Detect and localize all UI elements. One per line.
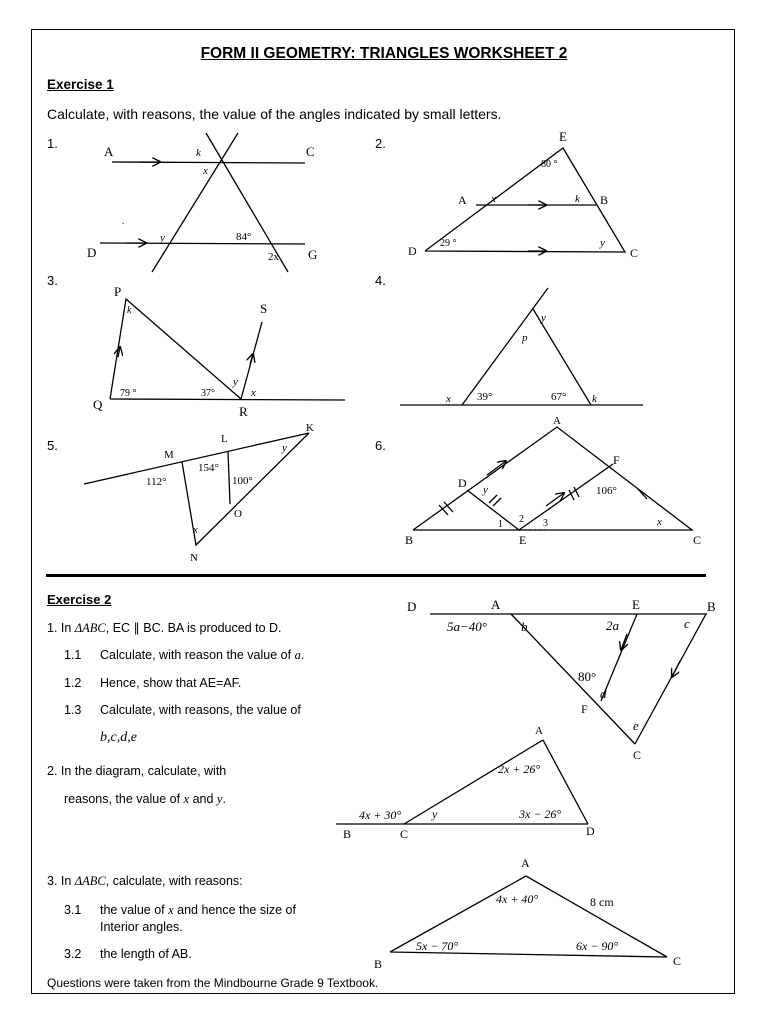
angle-106: 106° (596, 485, 617, 497)
angle-k: k (592, 393, 597, 405)
angle-x: x (491, 193, 496, 205)
label-B: B (374, 957, 383, 971)
diagram-2 (408, 129, 638, 260)
ex2-q1-3-text: Calculate, with reasons, the value of (100, 703, 301, 717)
label-E: E (519, 533, 527, 547)
angle-79: 79 ° (120, 388, 137, 399)
ex2-q1-1-text: Calculate, with reason the value of a. (100, 648, 305, 662)
page-title: FORM II GEOMETRY: TRIANGLES WORKSHEET 2 (200, 45, 568, 62)
side-8cm: 8 cm (590, 895, 614, 909)
label-G: G (308, 247, 318, 262)
angle-x: x (193, 524, 198, 536)
angle-x: x (251, 387, 256, 399)
angle-x: x (203, 165, 208, 177)
angle-2: 2 (519, 514, 524, 525)
angle-e: e (633, 718, 639, 733)
angle-3: 3 (543, 518, 548, 529)
question-number-2: 2. (375, 136, 386, 151)
angle-80: 80 ° (541, 159, 558, 170)
angle-6x-90: 6x − 90° (576, 939, 619, 953)
label-E: E (632, 597, 640, 612)
label-C: C (306, 144, 315, 159)
diagram-6 (405, 415, 701, 547)
label-K: K (306, 422, 314, 434)
label-R: R (239, 404, 248, 419)
angle-y: y (233, 376, 238, 388)
label-O: O (234, 508, 242, 520)
angle-k: k (127, 305, 132, 316)
question-number-1: 1. (47, 136, 58, 151)
label-D: D (586, 824, 595, 838)
label-D: D (408, 244, 417, 258)
label-L: L (221, 433, 228, 445)
label-B: B (600, 193, 609, 207)
ex2-diagram-1 (407, 597, 716, 762)
ex2-q2-line2: reasons, the value of x and y. (64, 792, 226, 806)
label-A: A (521, 856, 530, 870)
label-B: B (343, 827, 352, 841)
label-P: P (114, 284, 122, 299)
angle-154: 154° (198, 462, 219, 474)
question-number-3: 3. (47, 273, 58, 288)
angle-d: d (600, 686, 607, 701)
diagram-4 (400, 288, 643, 405)
angle-84: 84° (236, 231, 252, 243)
label-C: C (673, 954, 682, 968)
angle-k: k (575, 193, 580, 205)
ex2-q1-intro: 1. In ΔABC, EC ∥ BC. BA is produced to D. (47, 621, 282, 635)
angle-39: 39° (477, 391, 493, 403)
angle-c: c (684, 616, 690, 631)
section-divider (46, 574, 706, 577)
label-A: A (491, 597, 501, 612)
question-number-6: 6. (375, 438, 386, 453)
ex2-diagram-3 (374, 856, 681, 971)
label-S: S (260, 301, 268, 316)
label-C: C (693, 533, 702, 547)
label-A: A (458, 193, 467, 207)
label-A: A (553, 415, 561, 427)
angle-x: x (446, 393, 451, 405)
ex2-q3-1-text: the value of x and hence the size of (100, 903, 296, 917)
source-footer: Questions were taken from the Mindbourne Grade 9 Textbook. (47, 976, 379, 990)
angle-2x: 2x (268, 251, 279, 263)
angle-37: 37° (201, 388, 215, 399)
angle-y: y (160, 232, 165, 244)
ex2-q3-2-number: 3.2 (64, 947, 82, 961)
exercise1-instruction: Calculate, with reasons, the value of the angles indicated by small letters. (47, 106, 502, 122)
angle-2a: 2a (606, 618, 619, 633)
angle-80: 80° (578, 669, 597, 684)
diagram-3 (93, 284, 345, 419)
exercise1-heading: Exercise 1 (47, 77, 114, 92)
angle-100: 100° (232, 475, 253, 487)
label-M: M (164, 449, 174, 461)
label-A: A (535, 725, 543, 737)
label-D: D (458, 476, 467, 490)
label-F: F (581, 702, 588, 716)
ex2-q3-2-text: the length of AB. (100, 947, 192, 961)
angle-b: b (521, 619, 528, 634)
angle-4x-30: 4x + 30° (359, 808, 402, 822)
ex2-diagram-2 (336, 725, 595, 841)
angle-y: y (483, 484, 488, 496)
ex2-q1-3-number: 1.3 (64, 703, 82, 717)
angle-29: 29 ° (440, 238, 457, 249)
angle-67: 67° (551, 391, 567, 403)
label-B: B (707, 599, 716, 614)
label-D: D (407, 599, 417, 614)
label-F: F (613, 453, 620, 467)
ex2-q1-2-text: Hence, show that AE=AF. (100, 676, 242, 690)
label-C: C (633, 748, 642, 762)
angle-5x-70: 5x − 70° (416, 939, 459, 953)
ex2-q1-3-variables: b,c,d,e (100, 730, 137, 745)
ex2-q3-1-number: 3.1 (64, 903, 82, 917)
svg-text:.: . (122, 216, 125, 226)
angle-3x-26: 3x − 26° (519, 807, 562, 821)
angle-112: 112° (146, 476, 167, 488)
diagram-5 (84, 422, 314, 564)
label-C: C (630, 246, 639, 260)
angle-k: k (196, 147, 201, 159)
label-B: B (405, 533, 414, 547)
question-number-4: 4. (375, 273, 386, 288)
ex2-q2-line1: 2. In the diagram, calculate, with (47, 764, 227, 778)
angle-y: y (432, 807, 438, 821)
label-D: D (87, 245, 97, 260)
exercise2-heading: Exercise 2 (47, 592, 112, 607)
angle-5a-40: 5a−40° (447, 619, 487, 634)
ex2-q1-1-number: 1.1 (64, 648, 82, 662)
label-C: C (400, 827, 409, 841)
angle-y: y (541, 312, 546, 324)
label-E: E (559, 129, 567, 144)
ex2-q3-intro: 3. In ΔABC, calculate, with reasons: (47, 874, 243, 888)
angle-y: y (282, 442, 287, 454)
angle-2x-26: 2x + 26° (498, 762, 541, 776)
ex2-q3-1-text-cont: Interior angles. (100, 920, 183, 934)
angle-y: y (600, 237, 605, 249)
ex2-q1-2-number: 1.2 (64, 676, 82, 690)
diagram-1 (87, 133, 317, 272)
angle-4x-40: 4x + 40° (496, 892, 539, 906)
angle-p: p (522, 332, 528, 344)
label-N: N (190, 552, 198, 564)
label-Q: Q (93, 397, 103, 412)
label-A: A (104, 144, 114, 159)
angle-x: x (657, 516, 662, 528)
angle-1: 1 (498, 519, 503, 530)
question-number-5: 5. (47, 438, 58, 453)
